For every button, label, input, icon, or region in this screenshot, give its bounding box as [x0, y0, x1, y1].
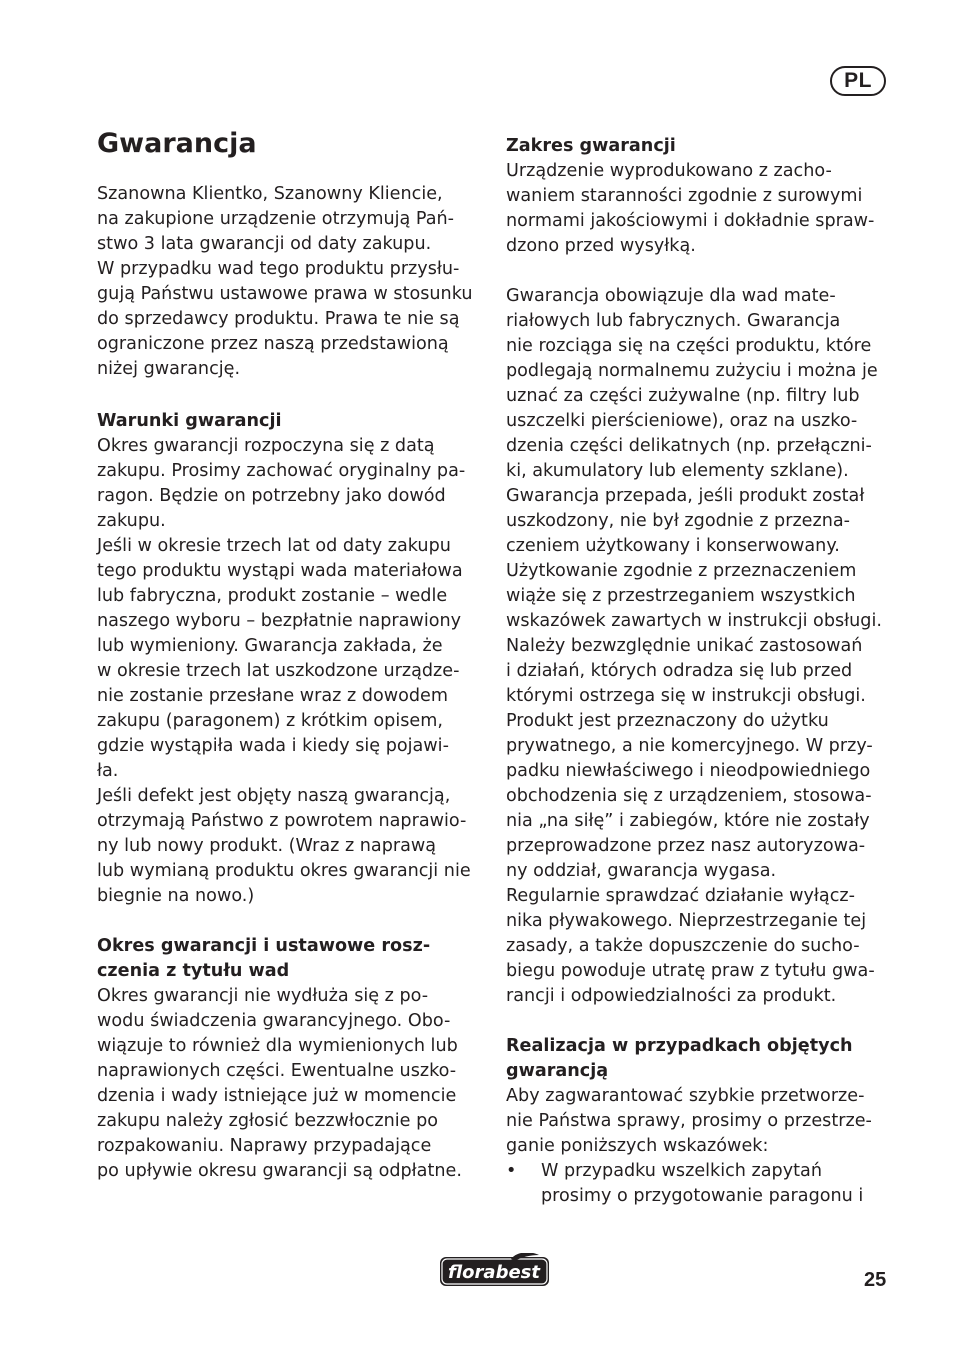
section-heading-zakres: Zakres gwarancji — [506, 136, 676, 156]
warunki-section: Warunki gwarancji Okres gwarancji rozpoczyna się z datą zakupu. Prosimy zachować oryginalny pa- ragon. Będzie on potrzebny jako dowód zakupu. Jeśli w okresie trzech lat od daty zakupu tego produktu wystąpi wada materiałowa lub fabryczna, produkt zostanie – wedle naszego wyboru – bezpłatnie naprawiony lub wymieniony. Gwarancja zakłada, że w okresie trzech lat uszkodzone urządze- nie zostanie przesłane wraz z dowodem zakupu (paragonem) z krótkim opisem, gdzie wystąpiła wada i kiedy się pojawi- ła. Jeśli defekt jest objęty naszą gwarancją, otrzymają Państwo z powrotem naprawio- ny lub nowy produkt. (Wraz z naprawą lub wymianą produktu okres gwarancji nie biegnie na nowo.) — [97, 409, 487, 909]
svg-text:florabest: florabest — [448, 1262, 540, 1283]
page-number: 25 — [864, 1269, 887, 1291]
florabest-logo — [439, 1253, 550, 1287]
bullet-list-item: • W przypadku wszelkich zapytań prosimy o przygotowanie paragonu i — [506, 1161, 864, 1206]
okres-section: Okres gwarancji i ustawowe rosz- czenia z tytułu wad Okres gwarancji nie wydłuża się z po- wodu świadczenia gwarancyjnego. Obo- wiązuje to również dla wymienionych lub naprawionych części. Ewentualne uszko- dzenia i wady istniejące już w momencie zakupu należy zgłosić bezzwłocznie po rozpakowaniu. Naprawy przypadające po upływie okresu gwarancji są odpłatne. — [97, 934, 487, 1184]
language-badge: PL — [830, 66, 886, 96]
section-heading-realizacja: Realizacja w przypadkach objętych — [506, 1036, 853, 1056]
bullet-icon: • — [506, 1161, 517, 1181]
section-heading-warunki: Warunki gwarancji — [97, 411, 282, 431]
page-title: Gwarancja — [97, 128, 257, 159]
obowiazuje-paragraph: Gwarancja obowiązuje dla wad mate- riałowych lub fabrycznych. Gwarancja nie rozciąga się na części produktu, które podlegają normalnemu zużyciu i można je uznać za części zużywalne (np. filtry lub uszczelki pierścieniowe), oraz na uszko- dzenia części delikatnych (np. przełączni- ki, akumulatory lub elementy szklane). Gwarancja przepada, jeśli produkt został uszkodzony, nie był zgodnie z przezna- czeniem użytkowany i konserwowany. Użytkowanie zgodnie z przeznaczeniem wiąże się z przestrzeganiem wszystkich wskazówek zawartych w instrukcji obsługi. Należy bezwzględnie unikać zastosowań i działań, których odradza się lub przed którymi ostrzega się w instrukcji obsługi. Produkt jest przeznaczony do użytku prywatnego, a nie komercyjnego. W przy- padku niewłaściwego i nieodpowiedniego obchodzenia się z urządzeniem, stosowa- nia „na siłę” i zabiegów, które nie zostały przeprowadzone przez nasz autoryzowa- ny oddział, gwarancja wygasa. Regularnie sprawdzać działanie wyłącz- nika pływakowego. Nieprzestrzeganie tej zasady, a także dopuszczenie do sucho- biegu powoduje utratę praw z tytułu gwa- rancji i odpowiedzialności za produkt. — [506, 286, 882, 1006]
zakres-section: Zakres gwarancji Urządzenie wyprodukowano z zacho- waniem staranności zgodnie z surowymi normami jakościowymi i dokładnie spraw- dzono przed wysyłką. — [506, 134, 898, 259]
intro-paragraph: Szanowna Klientko, Szanowny Kliencie, na zakupione urządzenie otrzymują Pań- stwo 3 lata gwarancji od daty zakupu. W przypadku wad tego produktu przysłu- gują Państwu ustawowe prawa w stosunku do sprzedawcy produktu. Prawa te nie są ograniczone przez naszą przedstawioną niżej gwarancję. — [97, 184, 473, 379]
florabest-logo-icon — [439, 1253, 550, 1287]
realizacja-section: Realizacja w przypadkach objętych gwarancją Aby zagwarantować szybkie przetworze- nie Państwa sprawy, prosimy o przestrze- ganie poniższych wskazówek: — [506, 1034, 898, 1159]
section-heading-okres: Okres gwarancji i ustawowe rosz- — [97, 936, 431, 956]
